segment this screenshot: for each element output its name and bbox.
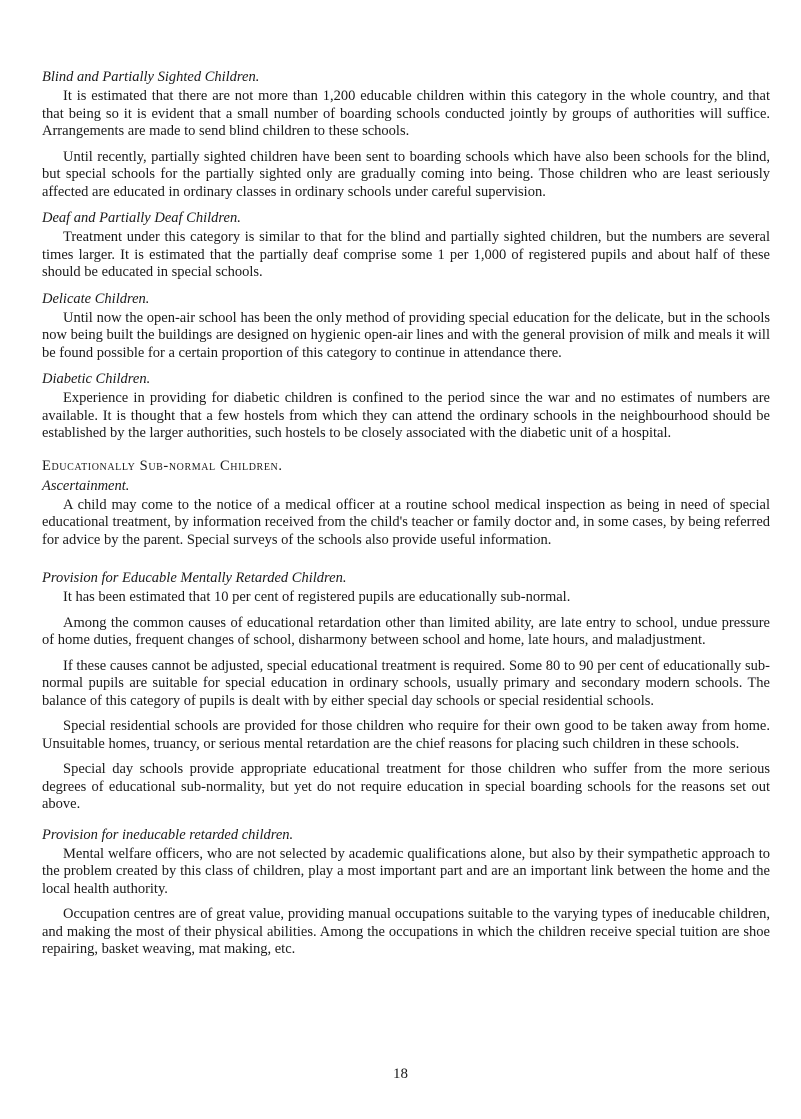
paragraph: Until recently, partially sighted children have been sent to boarding schools which have also been schools for the blind, but special schools for the partially sighted only are gradually coming into being. Those children who are least seriously affected are educated in ordinary classes in ordinary schools under careful supervision. — [42, 148, 770, 200]
paragraph: Mental welfare officers, who are not selected by academic qualifications alone, but also by their sympathetic approach to the problem created by this class of children, play a most important part and are an important link between the home and the local health authority. — [42, 845, 770, 897]
paragraph: Among the common causes of educational retardation other than limited ability, are late entry to school, undue pressure of home duties, frequent changes of school, disharmony between school and home, late hours, and maladjustment. — [42, 614, 770, 648]
section-heading: Blind and Partially Sighted Children. — [42, 69, 260, 85]
section-heading: Delicate Children. — [42, 290, 150, 307]
paragraph: Experience in providing for diabetic children is confined to the period since the war and no estimates of numbers are available. It is thought that a few hostels from which they can attend the ordinary schools in the neighbourhood should be established by the larger authorities, such hostels to be closely associated with the diabetic unit of a hospital. — [42, 390, 770, 441]
paragraph: Special day schools provide appropriate educational treatment for those children who suffer from the more serious degrees of educational sub-normality, but yet do not require education in special boarding schools for the reasons set out above. — [42, 761, 770, 812]
paragraph: Until now the open-air school has been the only method of providing special education for the delicate, but in the schools now being built the buildings are designed on hygienic open-air lines and with the general provision of milk and meals it will be found possible for a certain proportion of this category to continue in attendance there. — [42, 309, 770, 361]
section-heading: Provision for ineducable retarded children. — [42, 826, 294, 843]
paragraph: Occupation centres are of great value, providing manual occupations suitable to the varying types of ineducable children, and making the most of their physical abilities. Among the occupations in which the children receive special tuition are shoe repairing, basket weaving, mat making, etc. — [42, 906, 770, 957]
document-page — [42, 68, 770, 967]
section-delicate — [42, 290, 770, 363]
section-deaf — [42, 209, 770, 282]
section-diabetic — [42, 370, 770, 443]
paragraph: Treatment under this category is similar to that for the blind and partially sighted children, but the numbers are several times larger. It is estimated that the partially deaf comprise some 1 per 1,000 of registered pupils and about half of these should be educated in special schools. — [42, 229, 770, 280]
page-number: 18 — [393, 1066, 408, 1082]
section-esn — [42, 457, 770, 550]
section-title: Educationally Sub-normal Children. — [42, 457, 283, 474]
section-heading: Provision for Educable Mentally Retarded Children. — [42, 570, 347, 586]
paragraph: A child may come to the notice of a medical officer at a routine school medical inspection as being in need of special educational treatment, by information received from the child's teacher or family doctor and, in some cases, by being referred for advice by the parent. Special surveys of the schools also provide useful information. — [42, 496, 770, 548]
section-ineducable — [42, 826, 770, 959]
paragraph: If these causes cannot be adjusted, special educational treatment is required. Some 80 to 90 per cent of educationally sub-normal pupils are suitable for special education in ordinary schools, usually primary and secondary modern schools. The balance of this category of pupils is dealt with by either special day schools or special residential schools. — [42, 657, 770, 709]
section-subheading: Ascertainment. — [42, 477, 130, 494]
paragraph: Special residential schools are provided for those children who require for their own good to be taken away from home. Unsuitable homes, truancy, or serious mental retardation are the chief reasons for placing such children in these schools. — [42, 718, 770, 752]
section-heading: Deaf and Partially Deaf Children. — [42, 210, 241, 226]
paragraph: It is estimated that there are not more than 1,200 educable children within this category in the whole country, and that that being so it is evident that a small number of boarding schools conducted jointly by groups of authorities will suffice. Arrangements are made to send blind children to these schools. — [42, 88, 770, 139]
section-heading: Diabetic Children. — [42, 371, 151, 387]
section-blind — [42, 68, 770, 201]
section-educable — [42, 569, 770, 814]
paragraph: It has been estimated that 10 per cent of registered pupils are educationally sub-normal. — [63, 589, 571, 605]
